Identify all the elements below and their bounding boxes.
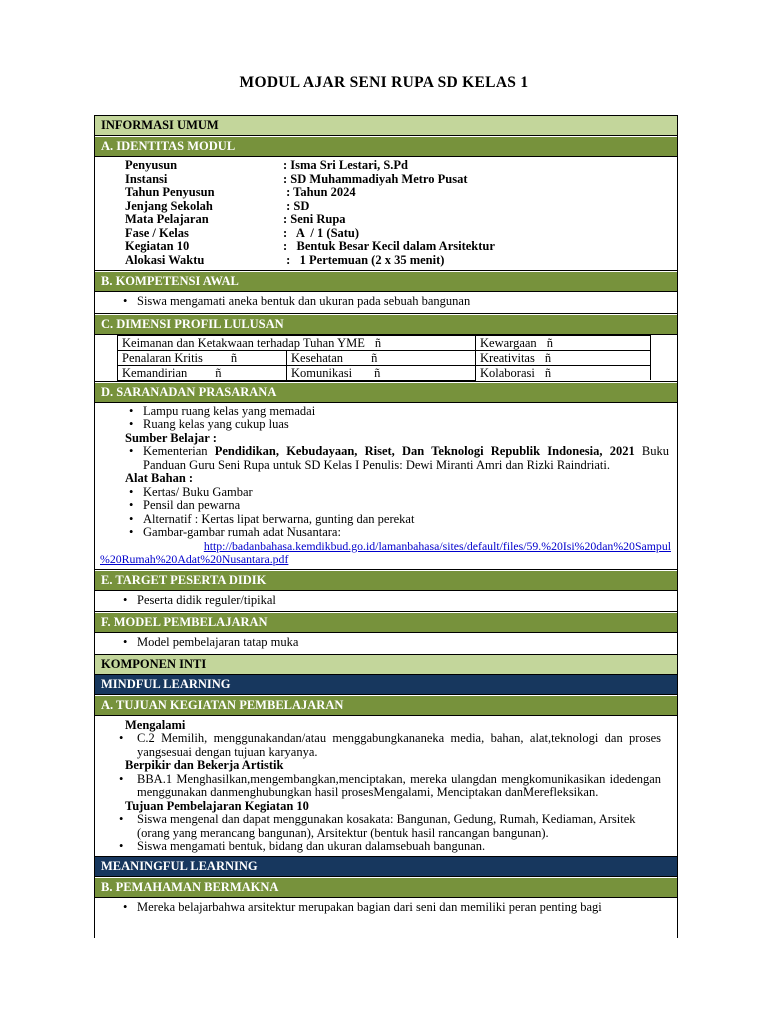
- header-mindful-learning: MINDFUL LEARNING: [95, 675, 677, 695]
- list-item: • Kertas/ Buku Gambar: [125, 486, 669, 500]
- profil-cell: Penalaran Kritis ñ: [118, 350, 287, 365]
- header-target-peserta: E. TARGET PESERTA DIDIK: [95, 570, 677, 591]
- profil-cell: Keimanan dan Ketakwaan terhadap Tuhan YME ñ: [118, 335, 476, 350]
- header-kompetensi-awal: B. KOMPETENSI AWAL: [95, 271, 677, 292]
- header-meaningful-learning: MEANINGFUL LEARNING: [95, 857, 677, 877]
- rumah-adat-link-continued[interactable]: %20Rumah%20Adat%20Nusantara.pdf: [100, 552, 289, 566]
- header-model-pembelajaran: F. MODEL PEMBELAJARAN: [95, 612, 677, 633]
- check-icon: ñ: [546, 335, 553, 350]
- profil-cell: Kemandirian ñ: [118, 365, 287, 380]
- target-section: [95, 591, 677, 613]
- pemahaman-section: [95, 898, 677, 917]
- identitas-row: Penyusun : Isma Sri Lestari, S.Pd: [125, 158, 408, 172]
- list-item: • Lampu ruang kelas yang memadai: [125, 405, 669, 419]
- identitas-row: Mata Pelajaran : Seni Rupa: [125, 212, 346, 226]
- list-item: • Mereka belajarbahwa arsitektur merupakan bagian dari seni dan memiliki peran penting bagi: [119, 901, 669, 915]
- berpikir-label: Berpikir dan Bekerja Artistik: [125, 758, 284, 772]
- identitas-row: Kegiatan 10 : Bentuk Besar Kecil dalam Arsitektur: [125, 239, 495, 253]
- model-section: [95, 633, 677, 655]
- alat-bahan-label: Alat Bahan :: [125, 471, 194, 485]
- header-tujuan-kegiatan: A. TUJUAN KEGIATAN PEMBELAJARAN: [95, 695, 677, 716]
- identitas-row: Jenjang Sekolah : SD: [125, 198, 310, 213]
- profil-cell: Kreativitas ñ: [476, 350, 651, 365]
- module-table: [94, 115, 678, 938]
- list-item: • Peserta didik reguler/tipikal: [119, 594, 669, 608]
- document-title: MODUL AJAR SENI RUPA SD KELAS 1: [239, 74, 529, 91]
- profil-cell: Kesehatan ñ: [287, 350, 476, 365]
- check-icon: ñ: [374, 335, 382, 350]
- tujuan-section: [95, 716, 677, 857]
- profil-cell: Kolaborasi ñ: [476, 365, 651, 380]
- check-icon: ñ: [371, 350, 378, 365]
- list-item: • Pensil dan pewarna: [125, 499, 669, 513]
- identitas-section: [95, 157, 677, 271]
- list-item: • BBA.1 Menghasilkan,mengembangkan,menciptakan, mereka ulangdan mengkomunikasikan idedengan menggunakan danmenghubungkan hasil prosesMengalami, Menciptakan danMerefleksikan.: [115, 773, 661, 800]
- profil-cell: Komunikasi ñ: [287, 365, 476, 380]
- header-dimensi-profil: C. DIMENSI PROFIL LULUSAN: [95, 314, 677, 335]
- check-icon: ñ: [215, 365, 222, 380]
- list-item: • Kementerian Pendidikan, Kebudayaan, Riset, Dan Teknologi Republik Indonesia, 2021 Buku Panduan Guru Seni Rupa untuk SD Kelas I Penulis: Dewi Miranti Amri dan Rizki Raindriati.: [125, 445, 669, 472]
- header-identitas-modul: A. IDENTITAS MODUL: [95, 136, 677, 157]
- check-icon: ñ: [544, 350, 552, 365]
- header-komponen-inti: KOMPONEN INTI: [95, 655, 677, 675]
- identitas-row: Instansi : SD Muhammadiyah Metro Pusat: [125, 171, 468, 186]
- kompetensi-section: [95, 292, 677, 314]
- list-item: • C.2 Memilih, menggunakandan/atau menggabungkananeka media, bahan, alat,teknologi dan proses yangsesuai dengan tujuan karyanya.: [115, 732, 661, 759]
- profil-table: [117, 335, 651, 381]
- list-item: • Siswa mengamati aneka bentuk dan ukuran pada sebuah bangunan: [119, 295, 669, 309]
- list-item: • Alternatif : Kertas lipat berwarna, gunting dan perekat: [125, 513, 669, 527]
- identitas-row: Fase / Kelas : A / 1 (Satu): [125, 225, 360, 240]
- header-informasi-umum: INFORMASI UMUM: [95, 116, 677, 136]
- identitas-row: Tahun Penyusun : Tahun 2024: [125, 185, 356, 199]
- mengalami-label: Mengalami: [125, 717, 186, 732]
- profil-cell: Kewargaan ñ: [476, 335, 651, 350]
- check-icon: ñ: [374, 365, 381, 380]
- list-item: • Model pembelajaran tatap muka: [119, 636, 669, 650]
- check-icon: ñ: [230, 350, 238, 365]
- list-item: • Gambar-gambar rumah adat Nusantara:: [125, 526, 669, 540]
- sumber-belajar-label: Sumber Belajar :: [125, 430, 217, 445]
- rumah-adat-link[interactable]: http://badanbahasa.kemdikbud.go.id/lamanbahasa/sites/default/files/59.%20Isi%20dan%20Sampul: [203, 538, 671, 553]
- list-item: • Ruang kelas yang cukup luas: [125, 418, 669, 432]
- list-item: • Siswa mengamati bentuk, bidang dan ukuran dalamsebuah bangunan.: [115, 840, 661, 854]
- identitas-row: Alokasi Waktu : 1 Pertemuan (2 x 35 menit): [125, 252, 445, 267]
- profil-section: [95, 335, 677, 382]
- tujuan-pembelajaran-label: Tujuan Pembelajaran Kegiatan 10: [125, 798, 309, 813]
- sarana-section: [95, 403, 677, 570]
- header-pemahaman-bermakna: B. PEMAHAMAN BERMAKNA: [95, 877, 677, 898]
- check-icon: ñ: [544, 365, 552, 380]
- header-sarana-prasarana: D. SARANADAN PRASARANA: [95, 382, 677, 403]
- list-item: • Siswa mengenal dan dapat menggunakan kosakata: Bangunan, Gedung, Rumah, Kediaman, Arsitek (orang yang merancang bangunan), Arsitektur (bentuk hasil rancangan bangunan).: [115, 813, 661, 840]
